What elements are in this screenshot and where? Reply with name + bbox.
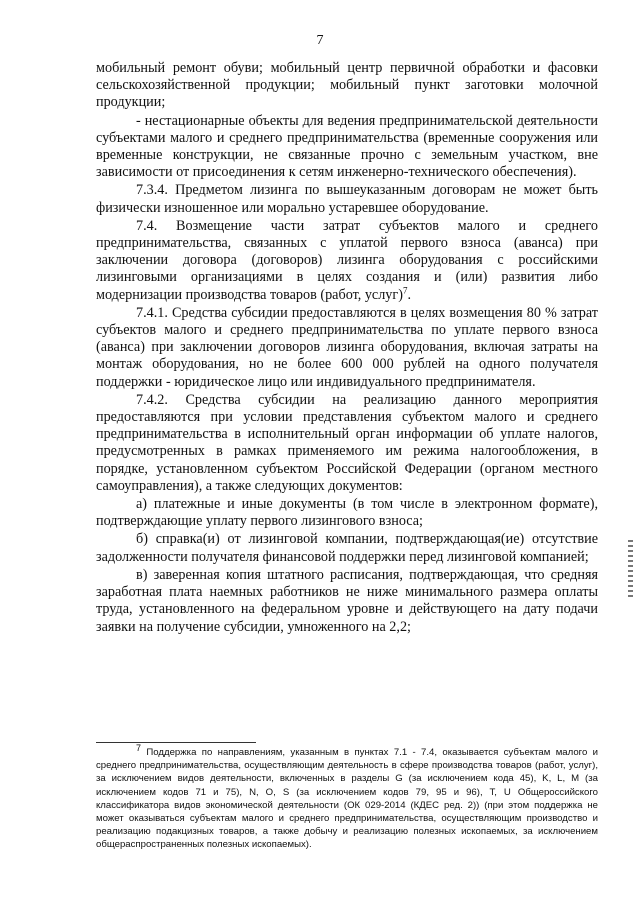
paragraph-mobile-services: мобильный ремонт обуви; мобильный центр первичной обработки и фасовки сельскохозяйственной продукции; мобильный пункт заготовки молочной продукции;: [96, 60, 598, 111]
footnote-separator: [96, 742, 256, 743]
footnote-marker: 7: [136, 742, 142, 753]
paragraph-7-4-2: 7.4.2. Средства субсидии на реализацию данного мероприятия предоставляются при условии представления субъектом малого и среднего предпринимательства в исполнительный орган информации об уплате налогов, предусмотренных в рамках применяемого им режима налогообложения, в порядке, установленном субъектом Российской Федерации (органом местного самоуправления), а также следующих документов:: [96, 391, 598, 494]
list-item-b: б) справка(и) от лизинговой компании, подтверждающая(ие) отсутствие задолженности получателя финансовой поддержки перед лизинговой компанией;: [96, 531, 598, 565]
list-item-a: а) платежные и иные документы (в том числе в электронном формате), подтверждающие уплату первого лизингового взноса;: [96, 496, 598, 530]
paragraph-7-4-text: 7.4. Возмещение части затрат субъектов малого и среднего предпринимательства, связанных с уплатой первого взноса (аванса) при заключении договора (договоров) лизинга оборудования с российскими лизинговыми организациями в целях создания и (или) развития либо модернизации производства товаров (работ, услуг): [96, 217, 598, 303]
list-item-v: в) заверенная копия штатного расписания, подтверждающая, что средняя заработная плата наемных работников не ниже минимального размера оплаты труда, установленного на федеральном уровне и действующего на дату подачи заявки на получение субсидии, умноженного на 2,2;: [96, 566, 598, 635]
paragraph-7-3-4: 7.3.4. Предметом лизинга по вышеуказанным договорам не может быть физически изношенное или морально устаревшее оборудование.: [96, 182, 598, 216]
document-body: [96, 60, 598, 637]
paragraph-7-4-1: 7.4.1. Средства субсидии предоставляются в целях возмещения 80 % затрат субъектов малого и среднего предпринимательства по уплате первого взноса (аванса) при заключении договоров лизинга оборудования, включая затраты на монтаж оборудования, но не более 600 000 рублей на одного получателя поддержки - юридическое лицо или индивидуального предпринимателя.: [96, 304, 598, 390]
footnote: [96, 742, 598, 852]
paragraph-nonstationary-objects: - нестационарные объекты для ведения предпринимательской деятельности субъектами малого и среднего предпринимательства (временные сооружения или временные конструкции, не связанные прочно с земельным участком, вне зависимости от присоединения к сетям инженерно-технического обеспечения).: [96, 112, 598, 181]
paragraph-7-4: 7.4. Возмещение части затрат субъектов малого и среднего предпринимательства, связанных с уплатой первого взноса (аванса) при заключении договора (договоров) лизинга оборудования с российскими лизинговыми организациями в целях создания и (или) развития либо модернизации производства товаров (работ, услуг)$^7$.: [96, 217, 598, 303]
page-number: 7: [316, 33, 324, 48]
footnote-reference: 7: [402, 284, 408, 295]
footnote-text: Поддержка по направлениям, указанным в пунктах 7.1 - 7.4, оказывается субъектам малого и среднего предпринимательства, осуществляющим деятельность в сфере производства товаров (работ, услуг), за исключением видов деятельности, включенных в разделы G (за исключением кода 45), K, L, M (за исключением кодов 71 и 75), N, O, S (за исключением кодов 79, 95 и 96), T, U Общероссийского классификатора видов экономической деятельности (ОК 029-2014 (КДЕС ред. 2)) (при этом поддержка не может оказываться субъектам малого и среднего предпринимательства, осуществляющим производство и реализацию подакцизных товаров, а также добычу и реализацию полезных ископаемых, за исключением общераспространенных полезных ископаемых).: [96, 747, 598, 851]
scan-margin-mark: [628, 540, 633, 600]
